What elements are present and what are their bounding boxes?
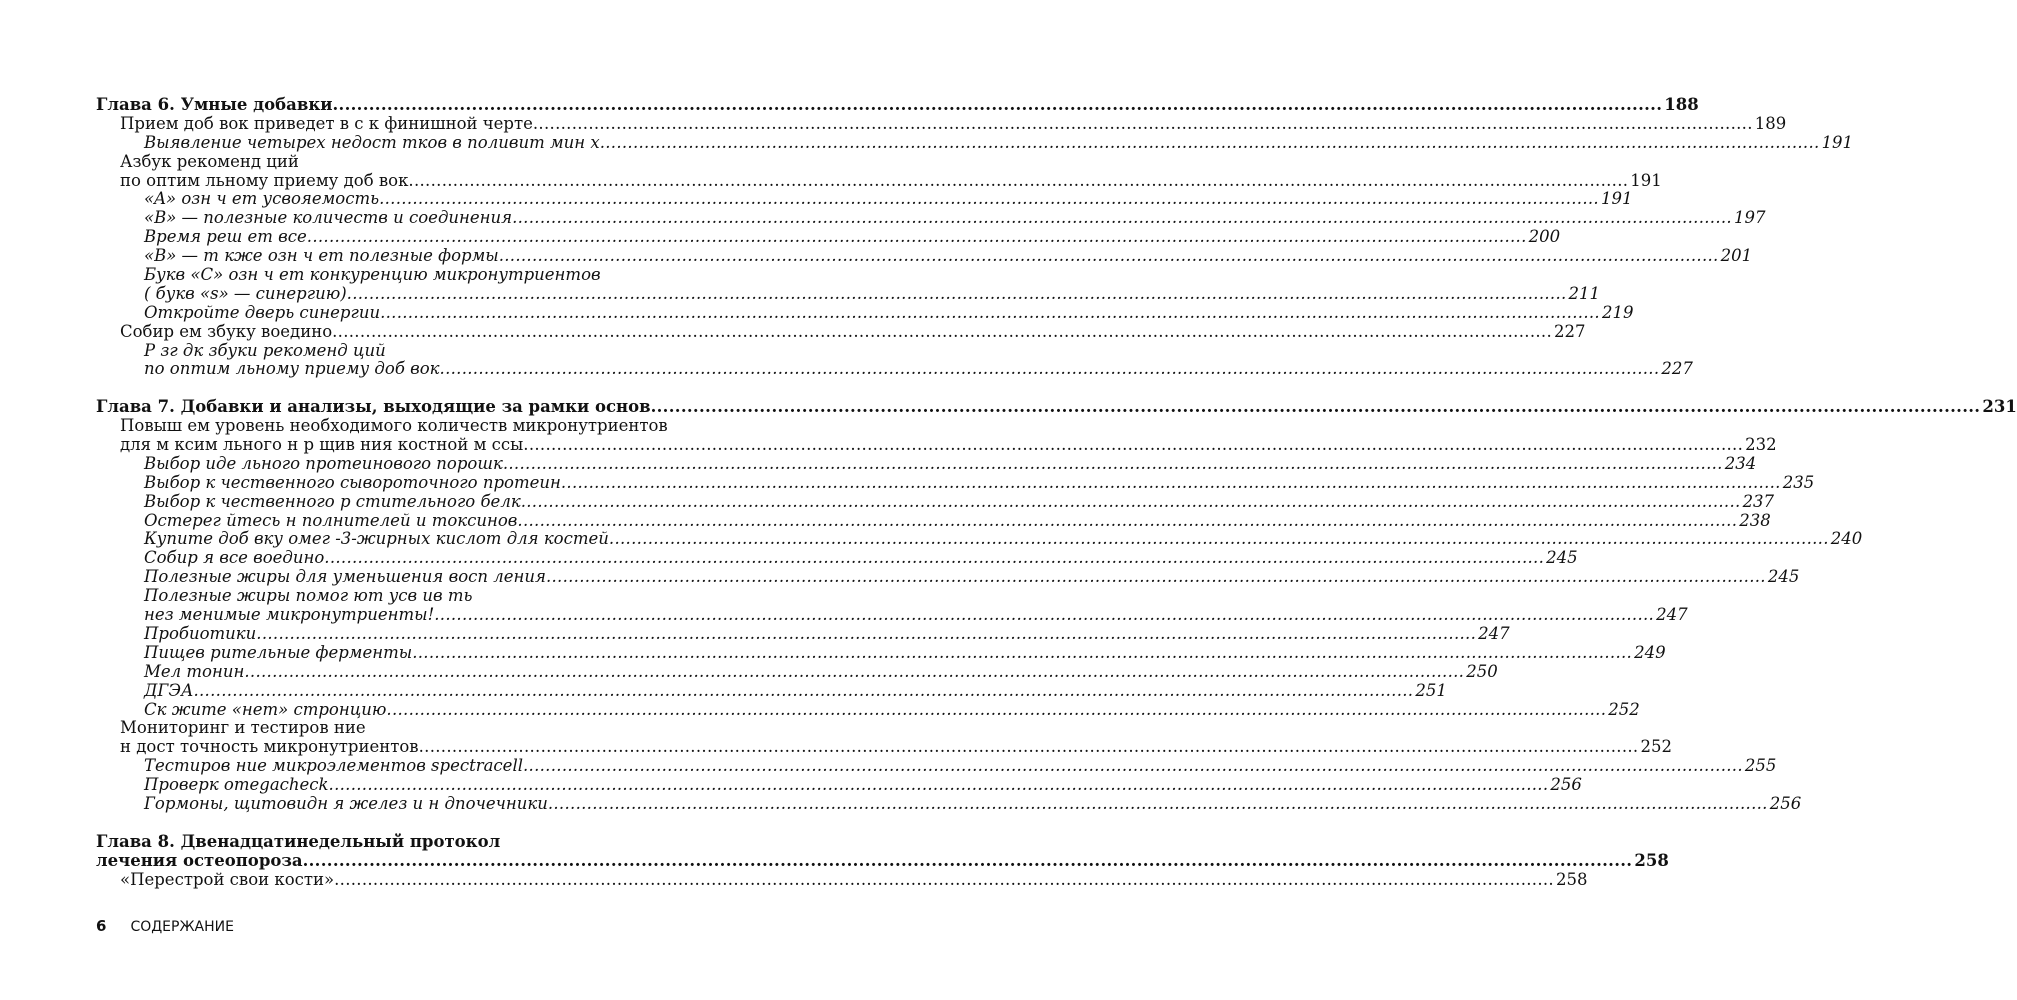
dot-leader [561, 474, 1781, 493]
toc-page-number: 238 [1739, 510, 1771, 530]
toc-entry [96, 869, 1588, 890]
toc-page-number: 200 [1528, 227, 1561, 247]
toc-entry-title: Пищев рительные ферменты [144, 642, 413, 662]
dot-leader [521, 493, 1741, 512]
toc-entry [96, 189, 1633, 209]
toc-page-number: 219 [1601, 302, 1634, 322]
toc-entry-title: Глава 6. Умные добавки [96, 95, 333, 114]
page-footer [96, 917, 234, 935]
toc-entry-title: Азбук рекоменд ций [120, 151, 299, 171]
dot-leader [512, 209, 1732, 228]
toc-page-number: 231 [1982, 397, 2017, 417]
toc-entry [96, 661, 1498, 682]
dot-leader [523, 757, 1743, 776]
toc-page-number: 256 [1550, 775, 1582, 795]
toc-entry-title: Мел тонин [144, 661, 245, 681]
dot-leader [379, 190, 1599, 209]
toc-entry [96, 435, 1777, 455]
dot-leader [380, 304, 1600, 323]
toc-entry [96, 153, 726, 172]
toc-entry [96, 623, 1510, 644]
toc-page-number: 191 [1630, 170, 1662, 190]
toc-entry [96, 491, 1775, 512]
dot-leader [609, 530, 1829, 549]
toc-page-number: 227 [1661, 359, 1693, 379]
toc-page-number: 234 [1724, 453, 1757, 473]
dot-leader [408, 172, 1628, 191]
toc-entry-title: Тестиров ние микроэлементов spectracell [144, 756, 523, 776]
toc-entry-title: Полезные жиры помог ют усв ив ть [144, 586, 473, 606]
toc-entry [96, 321, 1586, 342]
dot-leader [499, 247, 1719, 266]
toc-entry-title: Повыш ем уровень необходимого количеств микронутриентов [120, 416, 668, 436]
toc-entry [96, 227, 1561, 247]
toc-entry-title: Купите доб вку омег -3-жирных кислот для костей [144, 529, 609, 549]
toc-entry-title: Мониторинг и тестиров ние [120, 718, 366, 738]
toc-entry-title: по оптим льному приему доб вок [120, 170, 409, 190]
toc-entry [96, 719, 726, 738]
toc-page-number: 258 [1555, 869, 1588, 889]
toc-entry-title: Собир ем збуку воедино [120, 321, 333, 341]
dot-leader [329, 776, 1549, 795]
toc-entry-title: Выбор к чественного сывороточного протеин [144, 472, 561, 492]
toc-page-number: 258 [1634, 850, 1669, 870]
toc-entry-title: Р зг дк збуки рекоменд ций [144, 340, 386, 360]
dot-leader [347, 285, 1567, 304]
toc-entry-title: н дост точность микронутриентов [120, 737, 419, 757]
toc-entry-title: Выявление четырех недост тков в поливит мин х [144, 132, 600, 152]
toc-entry-title: «A» озн ч ет усвояемость [144, 189, 380, 209]
toc-entry [96, 775, 1582, 795]
toc-entry [96, 587, 726, 606]
dot-leader [533, 115, 1753, 134]
toc-page-number: 191 [1600, 189, 1633, 209]
toc-entry-title: Букв «C» озн ч ет конкуренцию микронутриентов [144, 265, 601, 285]
dot-leader [307, 228, 1527, 247]
section-gap [96, 379, 726, 398]
toc-page-number: 235 [1782, 472, 1815, 492]
table-of-contents [96, 95, 2017, 889]
toc-entry [96, 132, 1854, 153]
dot-leader [419, 738, 1639, 757]
toc-entry [96, 529, 1863, 549]
toc-entry [96, 756, 1777, 776]
toc-entry-title: «B» — полезные количеств и соединения [144, 208, 513, 228]
toc-entry [96, 605, 1688, 625]
toc-entry [96, 359, 1693, 379]
toc-entry [96, 417, 726, 436]
dot-leader [256, 625, 1476, 644]
dot-leader [440, 360, 1660, 379]
toc-page-number: 197 [1733, 208, 1766, 228]
toc-entry [96, 548, 1578, 568]
toc-entry [96, 699, 1640, 720]
toc-entry [96, 453, 1757, 474]
page-number: 6 [96, 917, 107, 935]
toc-entry-title: Собир я все воедино [144, 548, 325, 568]
dot-leader [333, 96, 1663, 115]
dot-leader [324, 549, 1544, 568]
dot-leader [244, 663, 1464, 682]
toc-entry [96, 113, 1787, 134]
dot-leader [651, 398, 1981, 417]
dot-leader [434, 606, 1654, 625]
toc-chapter [96, 95, 1699, 115]
toc-entry [96, 510, 1771, 531]
toc-entry [96, 680, 1447, 701]
toc-entry-title: по оптим льному приему доб вок [144, 359, 440, 379]
toc-page-number: 201 [1720, 246, 1753, 266]
toc-page-number: 245 [1767, 567, 1800, 587]
dot-leader [600, 134, 1820, 153]
toc-page-number: 189 [1754, 113, 1787, 133]
toc-entry-title: Глава 8. Двенадцатинедельный протокол [96, 831, 501, 851]
dot-leader [386, 701, 1606, 720]
toc-page-number: 250 [1466, 661, 1498, 681]
toc-page-number: 249 [1634, 642, 1666, 662]
toc-chapter [96, 397, 2017, 417]
toc-entry-title: нез менимые микронутриенты! [144, 605, 435, 625]
toc-entry-title: Полезные жиры для уменьшения восп ления [144, 567, 546, 587]
toc-entry-title: Ск жите «нет» стронцию [144, 699, 387, 719]
toc-entry-title: ДГЭА [144, 680, 194, 700]
dot-leader [412, 644, 1632, 663]
dot-leader [303, 852, 1633, 871]
dot-leader [546, 568, 1766, 587]
toc-chapter [96, 833, 726, 852]
toc-entry [96, 737, 1672, 757]
toc-entry-title: ( букв «s» — синергию) [144, 283, 347, 303]
toc-entry-title: Откройте дверь синергии [144, 302, 381, 322]
toc-entry [96, 793, 1802, 814]
dot-leader [523, 436, 1743, 455]
dot-leader [193, 682, 1413, 701]
toc-page-number: 188 [1664, 95, 1699, 114]
toc-entry-title: Прием доб вок приведет в с к финишной черте [120, 113, 533, 133]
toc-entry-title: лечения остеопороза [96, 850, 303, 870]
toc-page-number: 247 [1478, 623, 1510, 643]
toc-chapter [96, 850, 1669, 871]
toc-entry-title: Пробиотики [144, 623, 257, 643]
toc-page-number: 227 [1554, 321, 1586, 341]
toc-page-number: 247 [1656, 605, 1688, 625]
toc-entry-title: Остерег йтесь н полнителей и токсинов [144, 510, 518, 530]
toc-entry [96, 472, 1815, 493]
toc-entry-title: Выбор к чественного р стительного белк [144, 491, 521, 511]
running-title: СОДЕРЖАНИЕ [130, 919, 234, 935]
toc-page-number: 191 [1821, 132, 1854, 152]
toc-page-number: 245 [1546, 548, 1578, 568]
toc-entry-title: Время реш ет все [144, 227, 307, 247]
toc-entry-title: «B» — т кже озн ч ет полезные формы [144, 246, 499, 266]
toc-entry [96, 170, 1662, 191]
toc-page-number: 255 [1744, 756, 1777, 776]
toc-entry-title: Проверк omegacheck [144, 775, 329, 795]
toc-page-number: 252 [1640, 737, 1672, 757]
toc-entry [96, 283, 1601, 304]
toc-entry-title: Глава 7. Добавки и анализы, выходящие за рамки основ [96, 397, 651, 417]
toc-entry [96, 342, 726, 361]
dot-leader [548, 795, 1768, 814]
toc-page-number: 211 [1568, 283, 1601, 303]
toc-entry-title: Гормоны, щитовидн я желез и н дпочечники [144, 793, 548, 813]
toc-entry-title: для м ксим льного н р щив ния костной м ссы [120, 435, 524, 455]
section-gap [96, 814, 726, 833]
toc-entry [96, 642, 1666, 663]
toc-page-number: 240 [1830, 529, 1863, 549]
dot-leader [334, 871, 1554, 890]
toc-entry [96, 567, 1800, 587]
toc-page-number: 256 [1769, 793, 1802, 813]
toc-entry [96, 208, 1766, 228]
dot-leader [332, 323, 1552, 342]
dot-leader [503, 455, 1723, 474]
toc-page-number: 252 [1608, 699, 1640, 719]
toc-page-number: 251 [1415, 680, 1447, 700]
toc-entry [96, 302, 1634, 323]
toc-entry-title: Выбор иде льного протеинового порошк [144, 453, 503, 473]
dot-leader [517, 512, 1737, 531]
toc-entry [96, 266, 726, 285]
toc-entry-title: «Перестрой свои кости» [120, 869, 335, 889]
toc-entry [96, 246, 1753, 266]
toc-page-number: 232 [1745, 435, 1777, 455]
toc-page-number: 237 [1742, 491, 1775, 511]
